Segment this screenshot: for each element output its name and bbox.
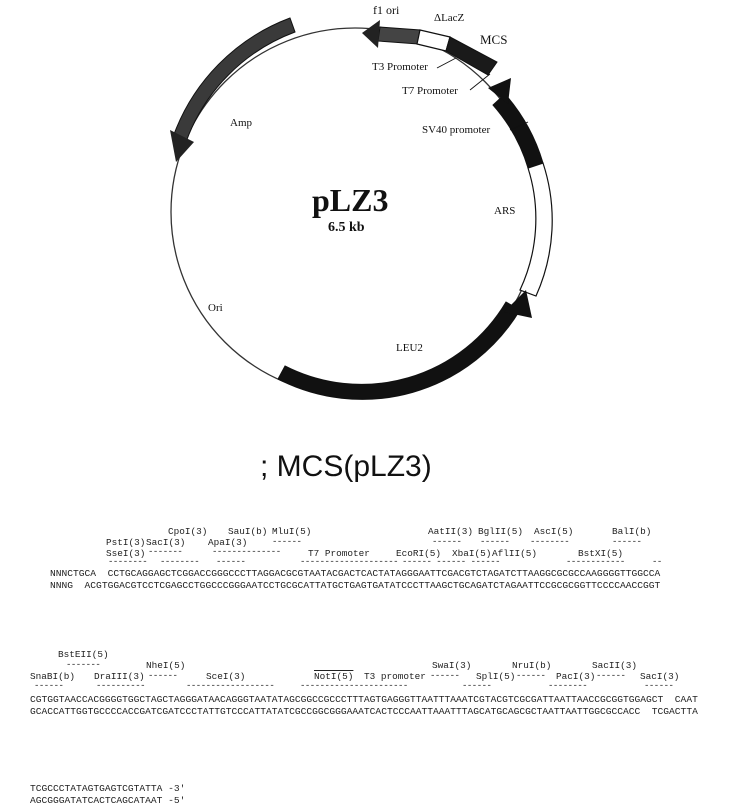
site-scei: SceI(3) (206, 671, 246, 682)
ars-segment (520, 163, 552, 296)
site-snabi: SnaBI(b) (30, 671, 76, 682)
site-draiii: DraIII(3) (94, 671, 145, 682)
site-sacii: SacII(3) (592, 660, 638, 671)
site-dash: -------------- (212, 547, 281, 557)
seq-bottom-strand: GCACCATTGGTGCCCCACCGATCGATCCCTATTGTCCCATTATATCGCCGGCGGGAAATCACTCCCAATTAAATTTAGCATGCAGCGCTAATTAATTGGCGCCACC TCGACTTA (30, 706, 698, 717)
site-dash: ---------- (96, 681, 146, 691)
site-dash: ------ (430, 671, 460, 681)
amp-label: Amp (230, 117, 252, 129)
site-dash: -------- (160, 557, 200, 567)
site-noti: NotI(5) (314, 671, 354, 682)
site-dash: ------ ------ ------ (402, 557, 501, 567)
t3-leader (437, 58, 456, 68)
t3-promoter-label: T3 Promoter (372, 61, 428, 73)
lacz-label: ΔLacZ (434, 12, 465, 24)
lacz-segment (417, 30, 450, 51)
site-dash: ------ (480, 537, 510, 547)
site-ecori: EcoRI(5) (396, 548, 442, 559)
ars-label: ARS (494, 205, 516, 217)
f1-ori-arrow (378, 27, 420, 44)
site-dash: ------ (272, 537, 302, 547)
sv40-promoter-label: SV40 promoter (422, 124, 491, 136)
site-bstxi: BstXI(5) (578, 548, 624, 559)
seq-bottom-strand: NNNG ACGTGGACGTCCTCGAGCCTGGCCCGGGAATCCTGCGCATTATGCTGAGTGATATCCCTTAAGCTGCAGATCTAGAATTCCGCGCGGTTCCCCAACCGGT (50, 580, 661, 591)
site-dash: -------- (548, 681, 588, 691)
site-dash: -- (652, 557, 662, 567)
site-dash: ------ (148, 671, 178, 681)
mcs-label: MCS (480, 32, 508, 47)
site-paci: PacI(3) (556, 671, 596, 682)
site-xbai: XbaI(5) (452, 548, 492, 559)
site-dash: ------ (516, 671, 546, 681)
site-t3-promoter: T3 promoter (364, 671, 426, 682)
site-mlui: MluI(5) (272, 526, 312, 537)
site-dash: ------- (148, 547, 183, 557)
site-t7-promoter: T7 Promoter (308, 548, 370, 559)
ori-label: Ori (208, 302, 223, 314)
site-aflii: AflII(5) (492, 548, 538, 559)
site-nhei: NheI(5) (146, 660, 186, 671)
site-dash: ------ (612, 537, 642, 547)
seq-top-strand: NNNCTGCA CCTGCAGGAGCTCGGACCGGGCCCTTAGGACGCGTAATACGACTCACTATAGGGAATTCGACGTCTAGATCTTAAGGCGCGCCAAGGGGTTGGCCA (50, 568, 661, 579)
f1-ori-label: f1 ori (373, 3, 400, 17)
site-dash: ------ (432, 537, 462, 547)
site-dash: ------- (66, 660, 101, 670)
site-nrui: NruI(b) (512, 660, 552, 671)
site-dash: ------ (34, 681, 64, 691)
sv40-arrow (493, 94, 543, 168)
site-cpoi: CpoI(3) (168, 526, 208, 537)
site-dash: ---------------------- (300, 681, 408, 691)
site-saci-2: SacI(3) (640, 671, 680, 682)
site-dash: ------ (216, 557, 246, 567)
site-dash: -------------------- (300, 557, 399, 567)
plasmid-name: pLZ3 (312, 182, 389, 218)
seq-top-strand: CGTGGTAACCACGGGGTGGCTAGCTAGGGATAACAGGGTAATATAGCGGCCGCCCTTTAGTGAGGGTTAATTTAAATCGTACGTCGCGATTAATTAACCGCGGTGGAGCT CAAT (30, 694, 698, 705)
leu2-label: LEU2 (396, 342, 423, 354)
site-bglii: BglII(5) (478, 526, 524, 537)
site-aatii: AatII(3) (428, 526, 474, 537)
site-dash: ------------------ (186, 681, 275, 691)
site-dash: ------ (596, 671, 626, 681)
site-saci: SacI(3) (146, 537, 186, 548)
plasmid-size: 6.5 kb (328, 220, 365, 235)
site-apai: ApaI(3) (208, 537, 248, 548)
seq-top-strand: TCGCCCTATAGTGAGTCGTATTA -3' (30, 783, 186, 794)
site-ssei: SseI(3) (106, 548, 146, 559)
site-swai: SwaI(3) (432, 660, 472, 671)
site-dash: ------------ (566, 557, 625, 567)
site-asci: AscI(5) (534, 526, 574, 537)
mcs-heading: ; MCS(pLZ3) (260, 450, 432, 483)
site-dash: ------ (462, 681, 492, 691)
site-spli: SplI(5) (476, 671, 516, 682)
seq-bottom-strand: AGCGGGATATCACTCAGCATAAT -5' (30, 795, 186, 806)
site-dash: -------- (530, 537, 570, 547)
site-dash: ------ (644, 681, 674, 691)
f1-ori-arrowhead (362, 20, 380, 48)
site-psti: PstI(3) (106, 537, 146, 548)
site-dash: -------- (108, 557, 148, 567)
t7-promoter-label: T7 Promoter (402, 85, 458, 97)
site-bsteii: BstEII(5) (58, 649, 109, 660)
site-bali: BalI(b) (612, 526, 652, 537)
site-saui: SauI(b) (228, 526, 268, 537)
